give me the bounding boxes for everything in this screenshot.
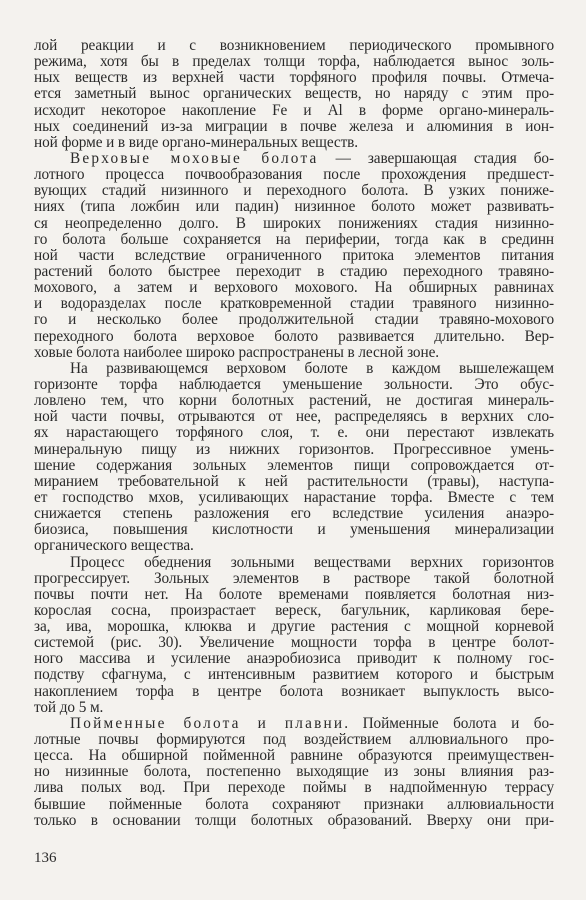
line-text: го болота больше сохраняется на периферии, тогда как в срединн <box>34 230 554 248</box>
line-text: снижается степень разложения его вследствие усиления анаэро- <box>34 505 554 523</box>
line-text: лотного процесса почвообразования после прохождения предшест- <box>34 166 554 184</box>
text-line <box>34 135 554 151</box>
text-line <box>34 522 554 538</box>
line-text: — завершающая стадия бо- <box>318 149 554 167</box>
line-text: исходит некоторое накопление Fe и Al в форме органо-минераль- <box>34 101 554 119</box>
text-line <box>34 442 554 458</box>
line-text: почвы почти нет. На болоте временами появляется болотная низ- <box>34 585 554 603</box>
line-text: горизонте торфа наблюдается уменьшение зольности. Это обус- <box>34 375 554 393</box>
text-line <box>34 329 554 345</box>
text-line <box>34 716 554 732</box>
text-line <box>34 167 554 183</box>
line-text: корослая сосна, произрастает вереск, багульник, карликовая бере- <box>34 601 554 619</box>
line-text: ниях (типа ложбин или падин) низинное болото может развивать- <box>34 198 554 216</box>
line-text: ях нарастающего торфяного слоя, т. е. они перестают извлекать <box>34 424 554 442</box>
line-text: лой реакции и с возникновением периодического промывного <box>34 37 554 54</box>
text-line <box>34 700 554 716</box>
text-line <box>34 377 554 393</box>
text-line <box>34 103 554 119</box>
line-text: го и несколько более продолжительной стадии травяно-мохового <box>34 311 554 329</box>
text-line <box>34 587 554 603</box>
line-text: мохового, а затем и верхового мохового. На обширных равнинах <box>34 279 554 297</box>
line-text: той до 5 м. <box>34 698 104 716</box>
text-line <box>34 409 554 425</box>
text-line <box>34 296 554 312</box>
line-text: ных веществ из верхней части торфяного профиля почвы. Отмеча- <box>34 69 554 87</box>
text-line <box>34 119 554 135</box>
text-line <box>34 232 554 248</box>
text-line <box>34 151 554 167</box>
line-text: растений болото быстрее переходит в стадию переходного травяно- <box>34 262 554 280</box>
line-text: лотные почвы формируются под воздействием аллювиального про- <box>34 731 554 749</box>
text-line <box>34 603 554 619</box>
text-line <box>34 667 554 683</box>
line-text: за, ива, морошка, клюква и другие растения с мощной корневой <box>34 618 554 636</box>
text-line <box>34 635 554 651</box>
text-line <box>34 345 554 361</box>
line-text: только в основании толщи болотных образований. Вверху они при- <box>34 811 554 829</box>
text-line <box>34 474 554 490</box>
text-line <box>34 199 554 215</box>
line-text: На развивающемся верховом болоте в каждом вышележащем <box>70 359 554 377</box>
text-line <box>34 264 554 280</box>
text-line <box>34 361 554 377</box>
text-line <box>34 555 554 571</box>
line-text: ных соединений из-за миграции в почве железа и алюминия в ион- <box>34 117 554 135</box>
text-line <box>34 280 554 296</box>
line-text: ся неопределенно долго. В широких понижениях стадия низинно- <box>34 214 554 232</box>
text-line <box>34 780 554 796</box>
text-line <box>34 38 554 54</box>
text-line <box>34 425 554 441</box>
line-text: минеральную пищу из нижних горизонтов. Прогрессивное умень- <box>34 440 554 458</box>
line-text: цесса. На обширной пойменной равнине образуются преимуществен- <box>34 747 554 765</box>
text-line <box>34 764 554 780</box>
line-text: лива полых вод. При переходе поймы в надпойменную террасу <box>34 779 554 797</box>
text-line <box>34 506 554 522</box>
text-line <box>34 490 554 506</box>
text-line <box>34 216 554 232</box>
line-text: ной части вследствие ограниченного притока элементов питания <box>34 246 554 264</box>
line-text: ловлено тем, что корни болотных растений, не достигая минераль- <box>34 392 554 410</box>
line-text: но низинные болота, постепенно выходящие из зоны влияния раз- <box>34 763 554 781</box>
text-line <box>34 538 554 554</box>
text-line <box>34 571 554 587</box>
text-line <box>34 651 554 667</box>
line-text: ет господство мхов, усиливающих нарастание торфа. Вместе с тем <box>34 488 554 506</box>
body-text <box>34 38 554 829</box>
text-line <box>34 813 554 829</box>
text-line <box>34 619 554 635</box>
text-line <box>34 684 554 700</box>
line-text: ховые болота наиболее широко распространены в лесной зоне. <box>34 343 439 361</box>
section-heading: Верховые моховые болота <box>70 149 319 167</box>
line-text: . Пойменные болота и бо- <box>344 714 555 732</box>
line-text: биозиса, повышения кислотности и уменьшения минерализации <box>34 521 554 539</box>
text-line <box>34 70 554 86</box>
text-line <box>34 248 554 264</box>
line-text: накоплением торфа в центре болота возникает выпуклость высо- <box>34 682 554 700</box>
line-text: бывшие пойменные болота сохраняют признаки аллювиальности <box>34 795 554 813</box>
text-line <box>34 393 554 409</box>
line-text: подству сфагнума, с интенсивным развитием которого и быстрым <box>34 666 554 684</box>
line-text: прогрессирует. Зольных элементов в растворе такой болотной <box>34 569 554 587</box>
line-text: переходного болота верховое болото развивается длительно. Вер- <box>34 327 554 345</box>
line-text: Процесс обеднения зольными веществами верхних горизонтов <box>70 553 554 571</box>
text-line <box>34 54 554 70</box>
text-line <box>34 458 554 474</box>
line-text: системой (рис. 30). Увеличение мощности торфа в центре болот- <box>34 634 554 652</box>
line-text: ного массива и усиление анаэробиозиса приводит к полному гос- <box>34 650 554 668</box>
text-line <box>34 86 554 102</box>
line-text: ется заметный вынос органических веществ, но наряду с этим про- <box>34 85 554 103</box>
line-text: режима, хотя бы в пределах толщи торфа, наблюдается вынос золь- <box>34 53 554 71</box>
line-text: миранием требовательной к ней растительности (травы), наступа- <box>34 472 554 490</box>
line-text: и водоразделах после кратковременной стадии травяного низинно- <box>34 295 554 313</box>
line-text: ной части почвы, отрываются от нее, распределяясь в верхних сло- <box>34 408 554 426</box>
line-text: органического вещества. <box>34 537 194 555</box>
text-line <box>34 312 554 328</box>
line-text: вующих стадий низинного и переходного болота. В узких пониже- <box>34 182 554 200</box>
line-text: шение содержания зольных элементов пищи сопровождается от- <box>34 456 554 474</box>
line-text: ной форме и в виде органо-минеральных веществ. <box>34 133 359 151</box>
text-line <box>34 732 554 748</box>
section-heading: Пойменные болота и плавни <box>70 714 345 732</box>
text-line <box>34 183 554 199</box>
page-number: 136 <box>34 850 57 866</box>
text-line <box>34 797 554 813</box>
text-line <box>34 748 554 764</box>
